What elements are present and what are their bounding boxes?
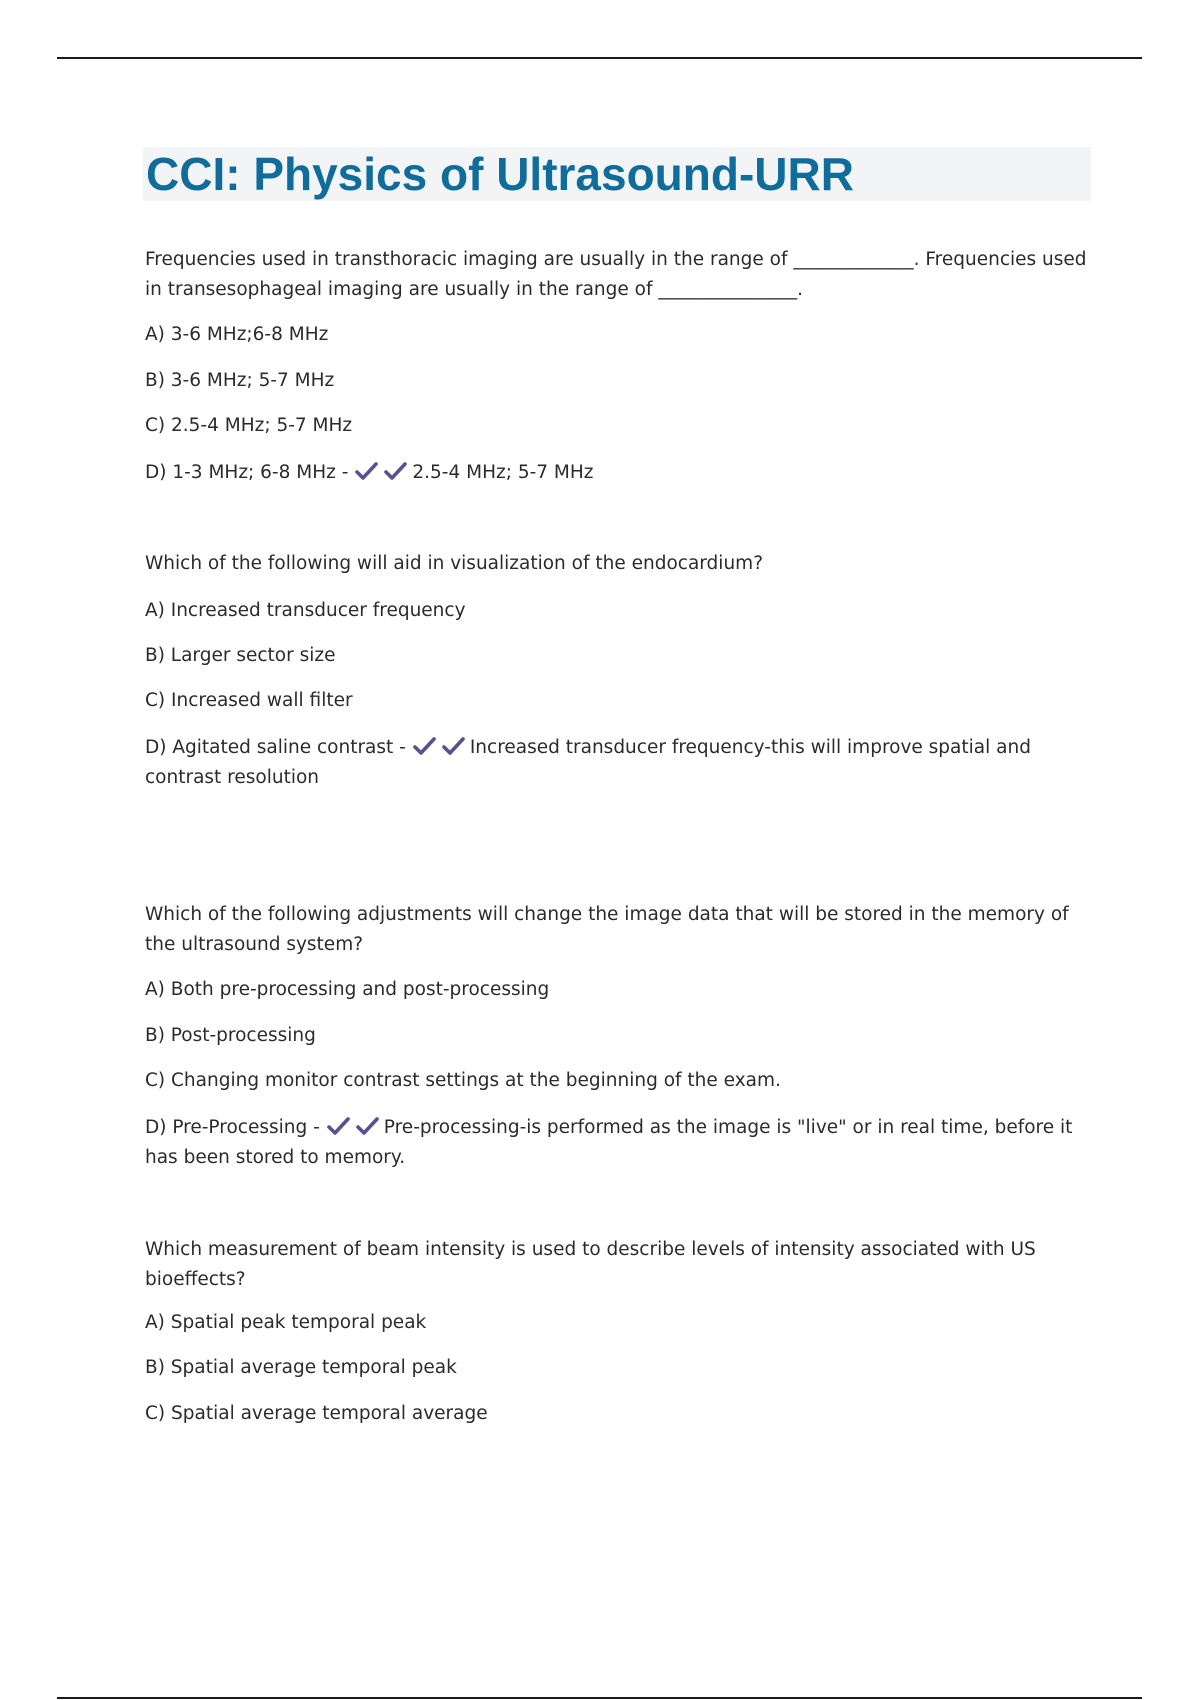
question-3-option-a: A) Both pre-processing and post-processing (145, 979, 550, 1000)
question-2-answer: Increased transducer frequency-this will improve spatial and contrast resolution (145, 737, 1031, 788)
question-2-option-d (145, 733, 1090, 793)
answer-checks (354, 461, 408, 481)
question-1-option-d-label: D) 1-3 MHz; 6-8 MHz - (145, 462, 349, 483)
question-2-option-a: A) Increased transducer frequency (145, 600, 466, 621)
check-icon (383, 461, 408, 481)
header-rule (57, 57, 1142, 59)
question-2-option-c: C) Increased wall filter (145, 690, 353, 711)
check-icon (326, 1116, 351, 1136)
question-3-text: Which of the following adjustments will change the image data that will be stored in the memory of the ultrasound system? (145, 904, 1069, 955)
page-title: CCI: Physics of Ultrasound-URR (146, 148, 854, 200)
question-1-option-a: A) 3-6 MHz;6-8 MHz (145, 324, 329, 345)
check-icon (412, 736, 437, 756)
question-4-option-a: A) Spatial peak temporal peak (145, 1312, 427, 1333)
question-4-text: Which measurement of beam intensity is used to describe levels of intensity associated with US bioeffects? (145, 1239, 1036, 1290)
question-3-option-b: B) Post-processing (145, 1025, 316, 1046)
question-2-option-b: B) Larger sector size (145, 645, 336, 666)
question-2-option-d-label: D) Agitated saline contrast - (145, 737, 406, 758)
question-2-text: Which of the following will aid in visualization of the endocardium? (145, 553, 764, 574)
question-4-option-b: B) Spatial average temporal peak (145, 1357, 457, 1378)
answer-checks (412, 736, 466, 756)
check-icon (354, 461, 379, 481)
question-1-option-b: B) 3-6 MHz; 5-7 MHz (145, 370, 335, 391)
check-icon (355, 1116, 380, 1136)
question-3-answer: Pre-processing-is performed as the image is "live" or in real time, before it has been stored to memory. (145, 1117, 1073, 1168)
question-4-option-c: C) Spatial average temporal average (145, 1403, 488, 1424)
check-icon (441, 736, 466, 756)
question-1-option-d (145, 458, 594, 488)
question-1-answer: 2.5-4 MHz; 5-7 MHz (412, 462, 594, 483)
footer-rule (57, 1697, 1142, 1699)
question-1-option-c: C) 2.5-4 MHz; 5-7 MHz (145, 415, 353, 436)
question-3-option-d (145, 1113, 1090, 1173)
answer-checks (326, 1116, 380, 1136)
question-3-option-c: C) Changing monitor contrast settings at the beginning of the exam. (145, 1070, 781, 1091)
question-3-option-d-label: D) Pre-Processing - (145, 1117, 320, 1138)
question-1-text: Frequencies used in transthoracic imaging are usually in the range of _____________. Frequencies used in transesophageal imaging are usually in the range of _______________. (145, 249, 1087, 300)
